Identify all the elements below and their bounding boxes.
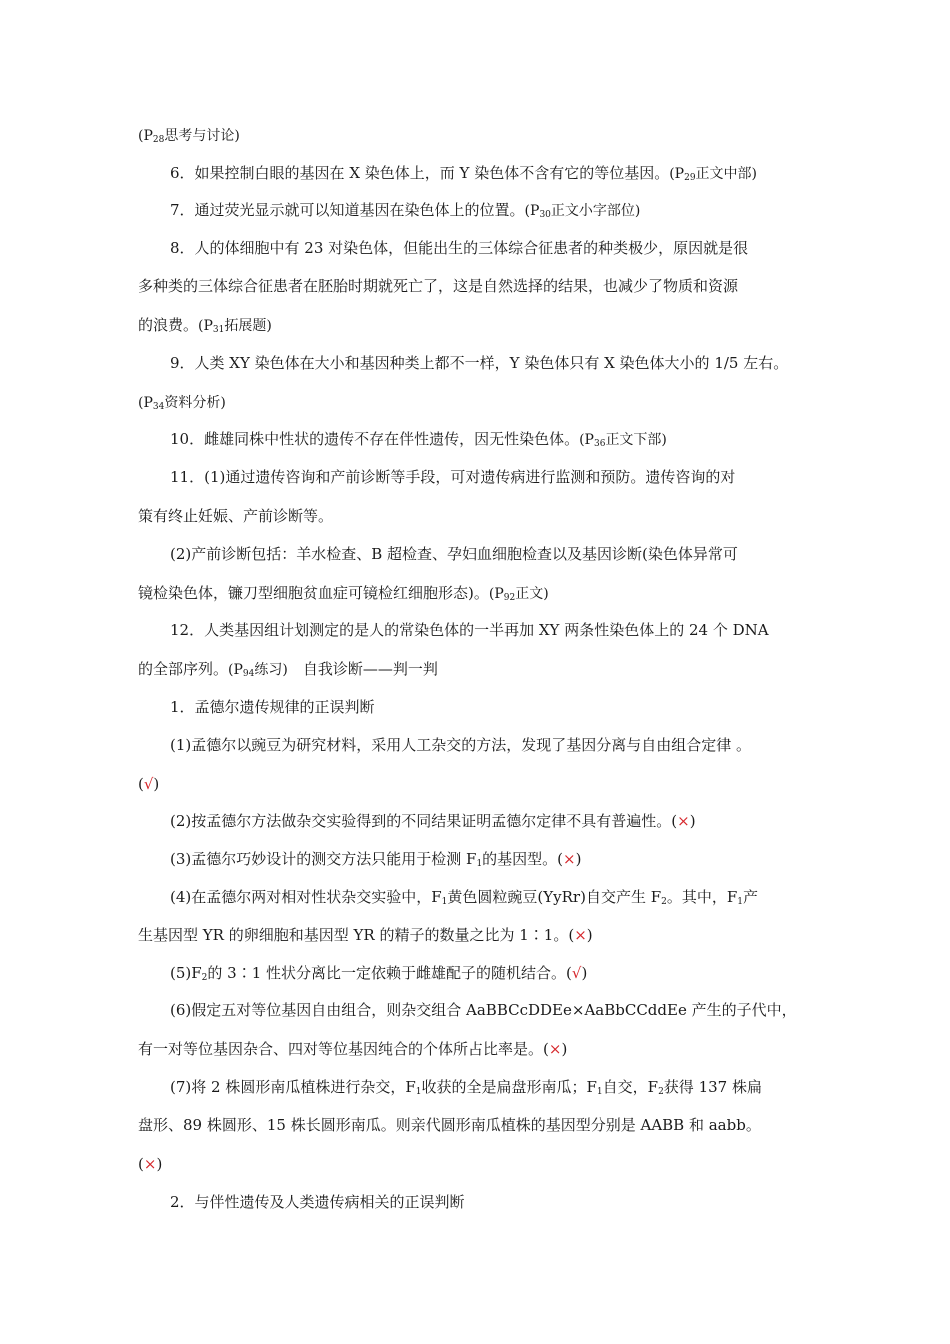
text-line: (2)产前诊断包括：羊水检查、B 超检查、孕妇血细胞检查以及基因诊断(染色体异常可 [170, 545, 738, 563]
cross-mark: × [143, 1155, 157, 1173]
text-line: 12．人类基因组计划测定的是人的常染色体的一半再加 XY 两条性染色体上的 24 个 DNA [170, 621, 769, 639]
section-heading: 2．与伴性遗传及人类遗传病相关的正误判断 [170, 1193, 465, 1211]
cross-mark: × [677, 812, 690, 830]
text-line: (7)将 2 株圆形南瓜植株进行杂交，$F_1$收获的全是扁盘形南瓜；$F_1$自交，$F_2$获得 137 株扁 [170, 1078, 762, 1097]
page-ref: ($P_{34}$资料分析) [138, 395, 226, 412]
text-line: 7．通过荧光显示就可以知道基因在染色体上的位置。($P_{30}$正文小字部位) [170, 201, 641, 220]
page-ref: ($P_{28}$思考与讨论) [138, 128, 240, 145]
section-heading: 1．孟德尔遗传规律的正误判断 [170, 698, 375, 716]
check-mark: √ [571, 964, 582, 982]
cross-mark: × [548, 1040, 562, 1058]
page-ref: ($P_{31}$拓展题) [198, 318, 272, 335]
text-line: 多种类的三体综合征患者在胚胎时期就死亡了，这是自然选择的结果，也减少了物质和资源 [138, 277, 739, 295]
text-line: 8．人的体细胞中有 23 对染色体，但能出生的三体综合征患者的种类极少，原因就是很 [170, 239, 749, 257]
text-line: 6．如果控制白眼的基因在 X 染色体上，而 Y 染色体不含有它的等位基因。($P_{29}$正文中部) [170, 164, 758, 183]
text-line [138, 124, 828, 147]
page-ref: ($P_{36}$正文下部) [579, 432, 667, 449]
text-line: 的全部序列。($P_{94}$练习) 自我诊断——判一判 [138, 660, 438, 679]
page-ref: ($P_{30}$正文小字部位) [524, 203, 641, 220]
page-ref: ($P_{29}$正文中部) [669, 166, 758, 183]
text-line: 10．雌雄同株中性状的遗传不存在伴性遗传，因无性染色体。($P_{36}$正文下部) [170, 430, 667, 449]
text-line: 的浪费。($P_{31}$拓展题) [138, 316, 272, 335]
text-line: (4)在孟德尔两对相对性状杂交实验中，$F_1$黄色圆粒豌豆(YyRr)自交产生 $F_2$。其中，$F_1$产 [170, 888, 759, 907]
text-line: 生基因型 YR 的卵细胞和基因型 YR 的精子的数量之比为 1∶1。(×) [138, 926, 593, 944]
text-line: 盘形、89 株圆形、15 株长圆形南瓜。则亲代圆形南瓜植株的基因型分别是 AABB 和 aabb。 [138, 1116, 761, 1134]
cross-mark: × [574, 926, 587, 944]
text-line: (2)按孟德尔方法做杂交实验得到的不同结果证明孟德尔定律不具有普遍性。(×) [170, 812, 696, 830]
text-line: 镜检染色体，镰刀型细胞贫血症可镜检红细胞形态)。($P_{92}$正文) [138, 584, 549, 603]
text-line: (1)孟德尔以豌豆为研究材料，采用人工杂交的方法，发现了基因分离与自由组合定律 。 [170, 736, 752, 754]
text-line: 有一对等位基因杂合、四对等位基因纯合的个体所占比率是。(×) [138, 1040, 568, 1058]
page-ref: ($P_{94}$练习) [228, 662, 288, 679]
text-line: (×) [138, 1155, 163, 1173]
text-line: 11．(1)通过遗传咨询和产前诊断等手段，可对遗传病进行监测和预防。遗传咨询的对 [170, 468, 736, 486]
cross-mark: × [563, 850, 576, 868]
text-line: $(5)F_2$的 3∶1 性状分离比一定依赖于雌雄配子的随机结合。(√) [170, 964, 588, 983]
text-line [138, 391, 828, 414]
text-line: (√) [138, 775, 160, 793]
text-line: 策有终止妊娠、产前诊断等。 [138, 507, 334, 525]
text-line: 9．人类 XY 染色体在大小和基因种类上都不一样，Y 染色体只有 X 染色体大小的 1/5 左右。 [170, 354, 789, 372]
text-line: (6)假定五对等位基因自由组合，则杂交组合 AaBBCcDDEe×AaBbCCddEe 产生的子代中， [170, 1001, 797, 1019]
check-mark: √ [143, 775, 154, 793]
page-ref: ($P_{92}$正文) [488, 586, 549, 603]
text-line: (3)孟德尔巧妙设计的测交方法只能用于检测 $F_1$的基因型。(×) [170, 850, 582, 869]
